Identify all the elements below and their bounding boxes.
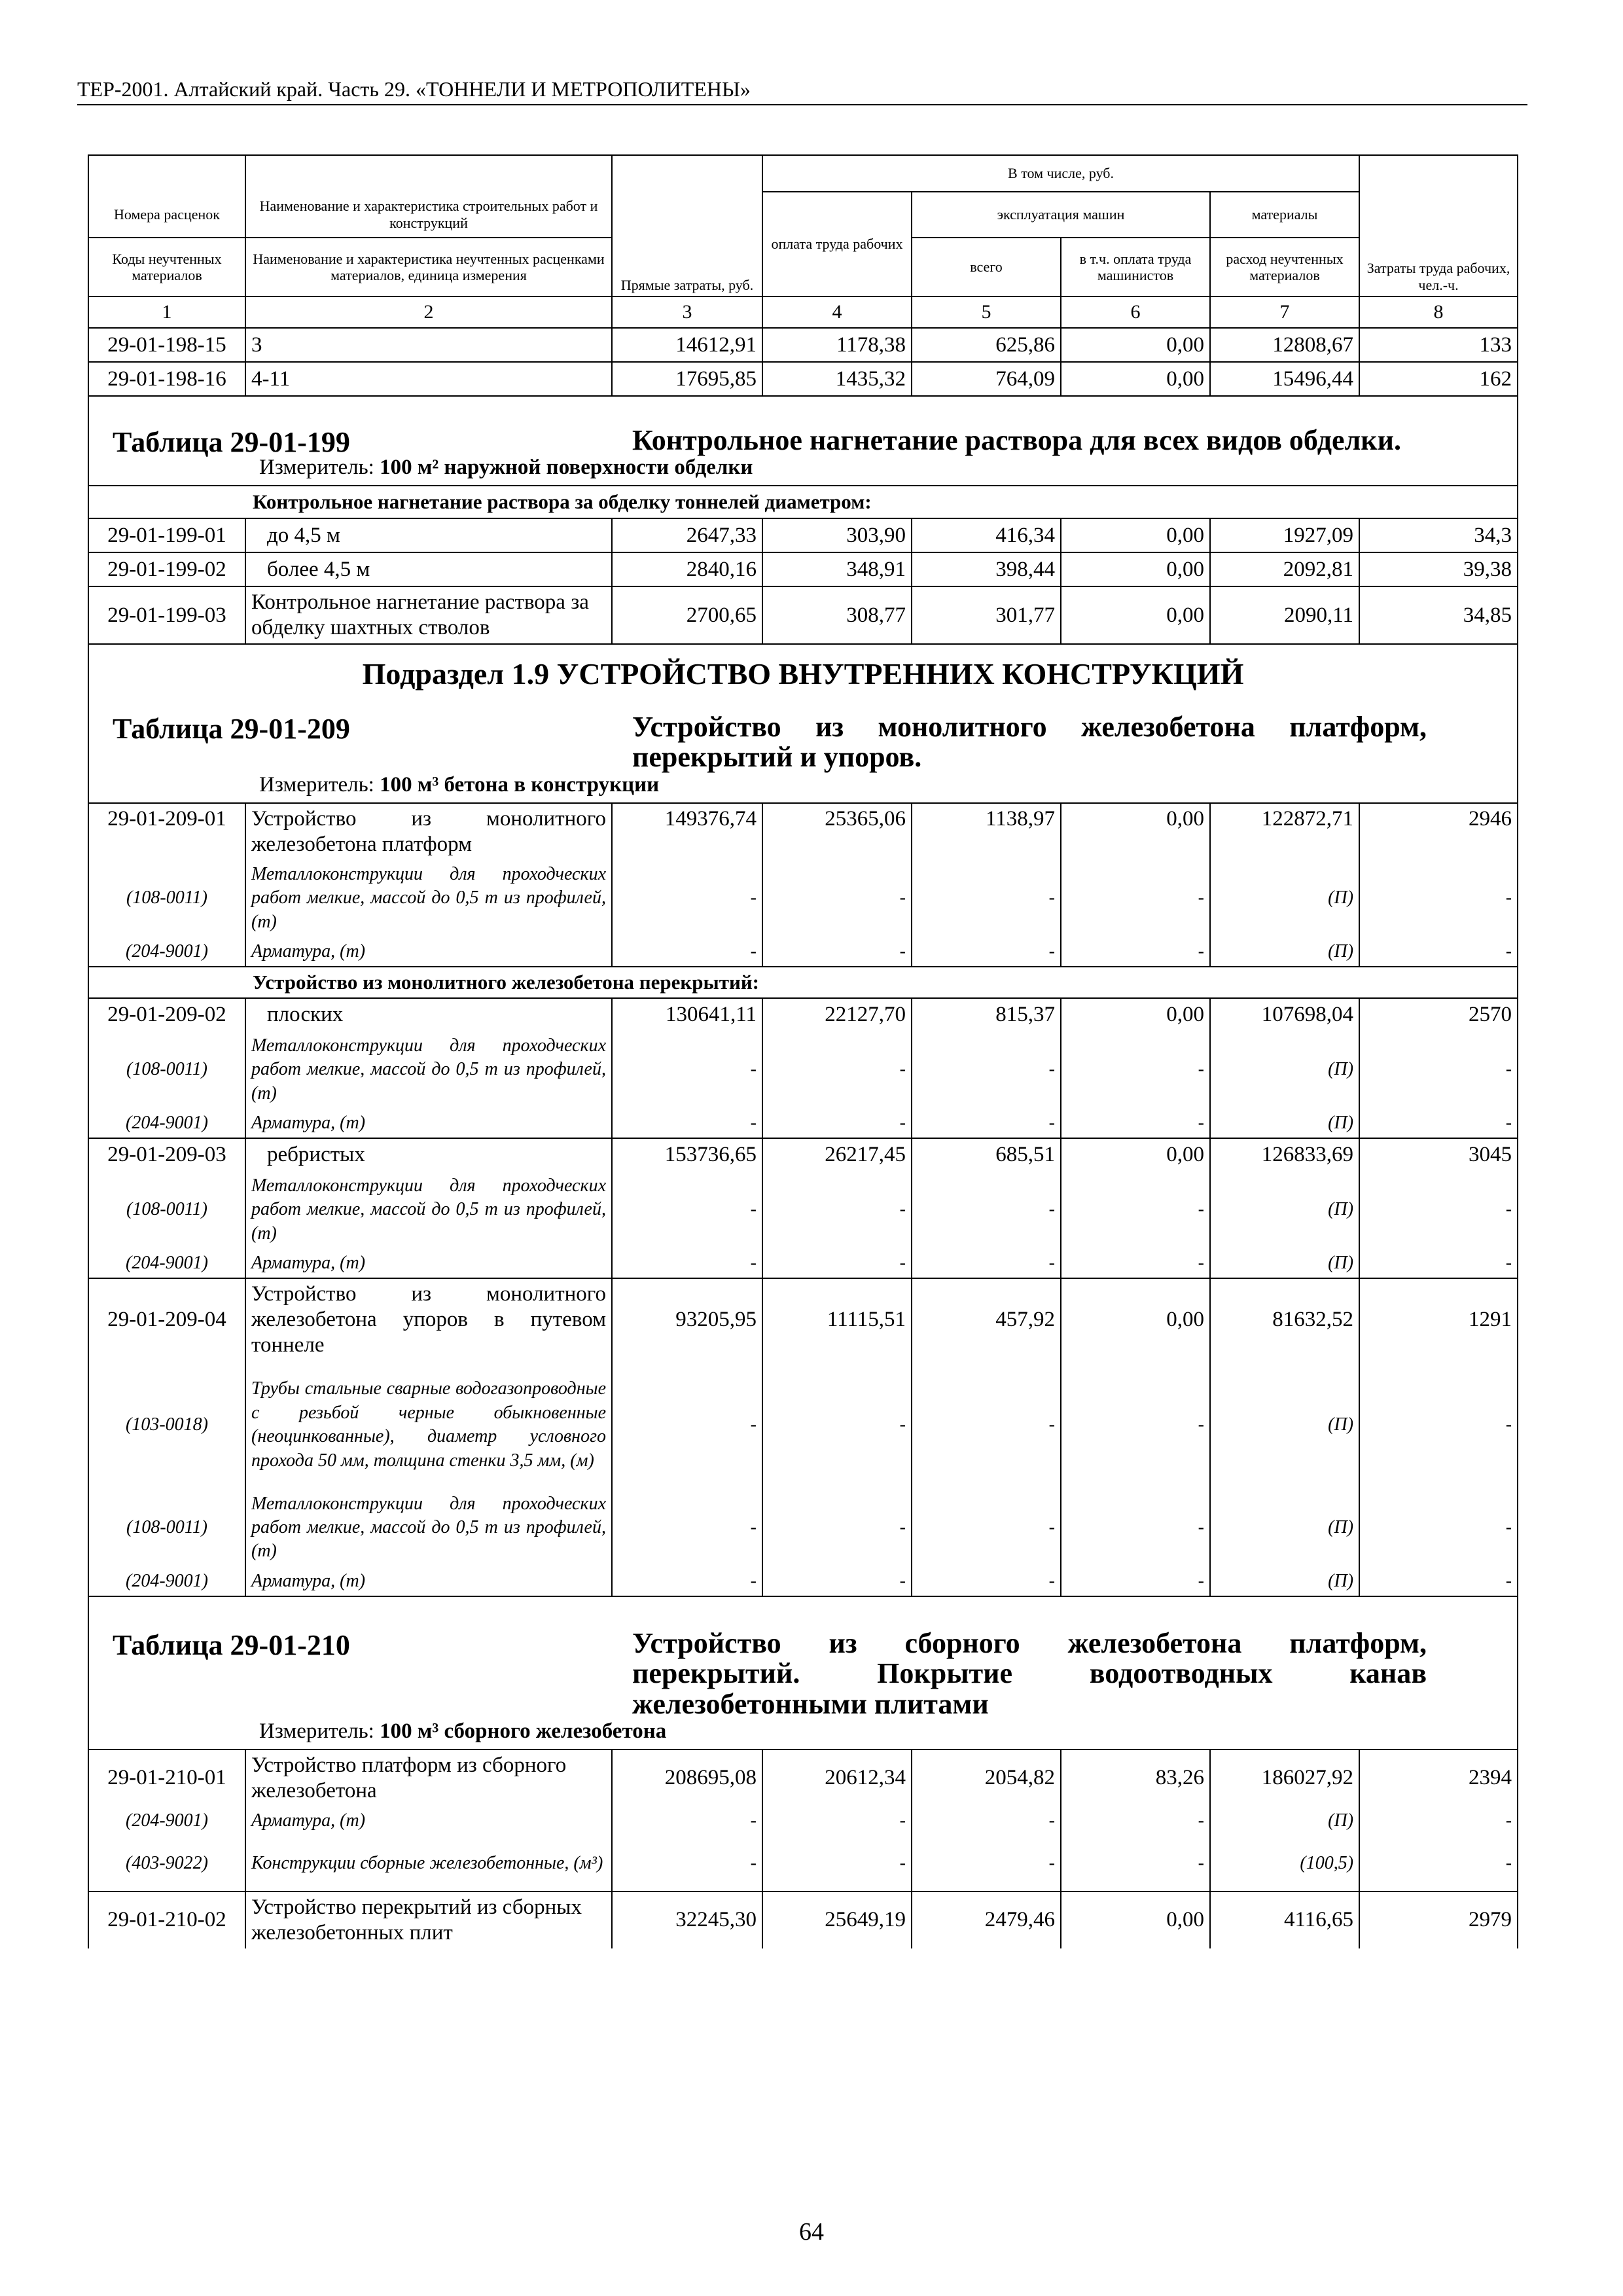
table-measure: Измеритель: 100 м² наружной поверхности обделки <box>259 456 753 480</box>
col-name-bottom: Наименование и характеристика неучтенных расценками материалов, единица измерения <box>245 238 612 296</box>
operator-cost: 0,00 <box>1061 998 1210 1031</box>
table-measure: Измеритель: 100 м³ сборного железобетона <box>259 1719 667 1743</box>
machine-cost: 457,92 <box>912 1278 1061 1361</box>
table-title-210 <box>88 1596 1518 1749</box>
operator-cost: 0,00 <box>1061 1138 1210 1171</box>
material-code: (403-9022) <box>88 1837 245 1892</box>
machine-cost: 416,34 <box>912 518 1061 552</box>
rate-code: 29-01-209-04 <box>88 1278 245 1361</box>
table-row <box>88 518 1518 552</box>
material-name: Металлоконструкции для проходческих работ мелкие, массой до 0,5 т из профилей, (т) <box>245 1171 612 1248</box>
table-measure: Измеритель: 100 м³ бетона в конструкции <box>259 772 660 797</box>
table-row <box>88 586 1518 644</box>
direct-cost: 14612,91 <box>612 328 762 362</box>
labor-hours: 3045 <box>1359 1138 1518 1171</box>
labor-cost: 11115,51 <box>762 1278 912 1361</box>
material-row: (204-9001) Арматура, (т) - - - - (П) - <box>88 1806 1518 1837</box>
material-cost: 122872,71 <box>1210 803 1359 860</box>
col-code-top-spacer <box>88 155 245 192</box>
material-cost: 1927,09 <box>1210 518 1359 552</box>
material-cost: 126833,69 <box>1210 1138 1359 1171</box>
rate-name: Устройство из монолитного железобетона платформ <box>245 803 612 860</box>
labor-hours: 1291 <box>1359 1278 1518 1361</box>
material-code: (108-0011) <box>88 1031 245 1108</box>
table-name: Таблица 29-01-209 <box>113 713 350 745</box>
material-row: (103-0018) Трубы стальные сварные водогазопроводные с резьбой черные обыкновенные (неоцинкованные), диаметр условного прохода 50 мм, толщина стенки 3,5 мм, (м) - - - - (П) - <box>88 1361 1518 1489</box>
col-num: 2 <box>245 296 612 328</box>
direct-cost: 208695,08 <box>612 1749 762 1806</box>
rate-code: 29-01-209-03 <box>88 1138 245 1171</box>
labor-cost: 1178,38 <box>762 328 912 362</box>
table-name: Таблица 29-01-199 <box>113 426 350 458</box>
rate-name: более 4,5 м <box>245 552 612 586</box>
material-row: (108-0011) Металлоконструкции для проходческих работ мелкие, массой до 0,5 т из профилей, (т) - - - - (П) - <box>88 1489 1518 1566</box>
material-code: (108-0011) <box>88 1171 245 1248</box>
col-code-bottom: Коды неучтенных материалов <box>88 238 245 296</box>
rate-name: до 4,5 м <box>245 518 612 552</box>
col-labor-cost: Затраты труда рабочих, чел.-ч. <box>1359 155 1518 296</box>
material-name: Металлоконструкции для проходческих работ мелкие, массой до 0,5 т из профилей, (т) <box>245 1489 612 1566</box>
subheader: Контрольное нагнетание раствора за обделку тоннелей диаметром: <box>88 486 1518 518</box>
labor-cost: 20612,34 <box>762 1749 912 1806</box>
material-usage: (П) <box>1210 1031 1359 1108</box>
material-code: (204-9001) <box>88 1806 245 1837</box>
rate-code: 29-01-198-15 <box>88 328 245 362</box>
col-operators: в т.ч. оплата труда машинистов <box>1061 238 1210 296</box>
rates-table <box>88 154 1518 1948</box>
labor-hours: 39,38 <box>1359 552 1518 586</box>
direct-cost: 93205,95 <box>612 1278 762 1361</box>
direct-cost: 2700,65 <box>612 586 762 644</box>
labor-cost: 25365,06 <box>762 803 912 860</box>
col-num: 4 <box>762 296 912 328</box>
material-row: (403-9022) Конструкции сборные железобетонные, (м³) - - - - (100,5) - <box>88 1837 1518 1892</box>
material-code: (108-0011) <box>88 1489 245 1566</box>
rate-name: 4-11 <box>245 362 612 396</box>
material-code: (108-0011) <box>88 859 245 937</box>
material-row: (108-0011) Металлоконструкции для проходческих работ мелкие, массой до 0,5 т из профилей, (т) - - - - (П) - <box>88 1171 1518 1248</box>
rate-code: 29-01-210-02 <box>88 1892 245 1948</box>
rate-code: 29-01-209-01 <box>88 803 245 860</box>
material-name: Металлоконструкции для проходческих работ мелкие, массой до 0,5 т из профилей, (т) <box>245 859 612 937</box>
machine-cost: 815,37 <box>912 998 1061 1031</box>
labor-hours: 2979 <box>1359 1892 1518 1948</box>
rate-name: Контрольное нагнетание раствора за обделку шахтных стволов <box>245 586 612 644</box>
table-title-209 <box>88 644 1518 802</box>
section-title: Подраздел 1.9 УСТРОЙСТВО ВНУТРЕННИХ КОНСТРУКЦИЙ <box>362 657 1244 691</box>
machine-cost: 301,77 <box>912 586 1061 644</box>
material-name: Конструкции сборные железобетонные, (м³) <box>245 1837 612 1892</box>
operator-cost: 0,00 <box>1061 552 1210 586</box>
operator-cost: 0,00 <box>1061 362 1210 396</box>
machine-cost: 764,09 <box>912 362 1061 396</box>
rate-name: плоских <box>245 998 612 1031</box>
col-labor: оплата труда рабочих <box>762 192 912 296</box>
subheader-row <box>88 486 1518 518</box>
material-row: (108-0011) Металлоконструкции для проходческих работ мелкие, массой до 0,5 т из профилей, (т) - - - - (П) - <box>88 1031 1518 1108</box>
labor-hours: 34,85 <box>1359 586 1518 644</box>
rate-code: 29-01-210-01 <box>88 1749 245 1806</box>
direct-cost: 149376,74 <box>612 803 762 860</box>
material-code: (204-9001) <box>88 1108 245 1138</box>
material-cost: 2092,81 <box>1210 552 1359 586</box>
labor-hours: 2394 <box>1359 1749 1518 1806</box>
col-name-top: Наименование и характеристика строительных работ и конструкций <box>245 192 612 238</box>
labor-cost: 1435,32 <box>762 362 912 396</box>
rate-code: 29-01-199-03 <box>88 586 245 644</box>
subheader: Устройство из монолитного железобетона перекрытий: <box>88 967 1518 998</box>
rate-code: 29-01-209-02 <box>88 998 245 1031</box>
labor-cost: 308,77 <box>762 586 912 644</box>
table-row <box>88 1278 1518 1361</box>
material-cost: 81632,52 <box>1210 1278 1359 1361</box>
labor-hours: 2946 <box>1359 803 1518 860</box>
material-usage: (П) <box>1210 1108 1359 1138</box>
material-cost: 12808,67 <box>1210 328 1359 362</box>
material-usage: (П) <box>1210 1489 1359 1566</box>
table-description: Устройство из сборного железобетона платформ, перекрытий. Покрытие водоотводных канав железобетонными плитами <box>632 1627 1427 1720</box>
labor-hours: 133 <box>1359 328 1518 362</box>
col-num: 3 <box>612 296 762 328</box>
table-name: Таблица 29-01-210 <box>113 1629 350 1662</box>
material-usage: (П) <box>1210 859 1359 937</box>
material-name: Арматура, (т) <box>245 1806 612 1837</box>
direct-cost: 2840,16 <box>612 552 762 586</box>
material-cost: 15496,44 <box>1210 362 1359 396</box>
direct-cost: 17695,85 <box>612 362 762 396</box>
operator-cost: 0,00 <box>1061 518 1210 552</box>
material-name: Трубы стальные сварные водогазопроводные с резьбой черные обыкновенные (неоцинкованные), диаметр условного прохода 50 мм, толщина стенки 3,5 мм, (м) <box>245 1361 612 1489</box>
col-num: 7 <box>1210 296 1359 328</box>
table-description: Контрольное нагнетание раствора для всех видов обделки. <box>632 424 1401 456</box>
col-num: 8 <box>1359 296 1518 328</box>
material-row: (204-9001) Арматура, (т) - - - - (П) - <box>88 1108 1518 1138</box>
col-num: 6 <box>1061 296 1210 328</box>
table-title-199 <box>88 396 1518 486</box>
rate-name: Устройство платформ из сборного железобетона <box>245 1749 612 1806</box>
machine-cost: 398,44 <box>912 552 1061 586</box>
rate-name: Устройство перекрытий из сборных железобетонных плит <box>245 1892 612 1948</box>
table-row <box>88 1892 1518 1948</box>
rate-code: 29-01-199-02 <box>88 552 245 586</box>
material-name: Арматура, (т) <box>245 1108 612 1138</box>
machine-cost: 1138,97 <box>912 803 1061 860</box>
col-including: В том числе, руб. <box>762 155 1359 192</box>
direct-cost: 32245,30 <box>612 1892 762 1948</box>
material-cost: 107698,04 <box>1210 998 1359 1031</box>
direct-cost: 153736,65 <box>612 1138 762 1171</box>
material-usage: (П) <box>1210 1566 1359 1596</box>
material-code: (103-0018) <box>88 1361 245 1489</box>
table-row <box>88 803 1518 860</box>
subheader-row <box>88 967 1518 998</box>
col-code-top: Номера расценок <box>88 192 245 238</box>
material-name: Арматура, (т) <box>245 937 612 967</box>
labor-cost: 25649,19 <box>762 1892 912 1948</box>
labor-cost: 303,90 <box>762 518 912 552</box>
rate-code: 29-01-199-01 <box>88 518 245 552</box>
operator-cost: 0,00 <box>1061 803 1210 860</box>
material-usage: (П) <box>1210 1171 1359 1248</box>
machine-cost: 2479,46 <box>912 1892 1061 1948</box>
machine-cost: 625,86 <box>912 328 1061 362</box>
labor-hours: 2570 <box>1359 998 1518 1031</box>
material-name: Арматура, (т) <box>245 1248 612 1278</box>
labor-hours: 34,3 <box>1359 518 1518 552</box>
operator-cost: 83,26 <box>1061 1749 1210 1806</box>
labor-cost: 26217,45 <box>762 1138 912 1171</box>
operator-cost: 0,00 <box>1061 1892 1210 1948</box>
material-code: (204-9001) <box>88 1566 245 1596</box>
page-header: ТЕР-2001. Алтайский край. Часть 29. «ТОННЕЛИ И МЕТРОПОЛИТЕНЫ» <box>77 77 1527 105</box>
direct-cost: 2647,33 <box>612 518 762 552</box>
table-description: Устройство из монолитного железобетона платформ, перекрытий и упоров. <box>632 711 1427 774</box>
labor-cost: 348,91 <box>762 552 912 586</box>
material-usage: (100,5) <box>1210 1837 1359 1892</box>
table-row <box>88 552 1518 586</box>
material-row: (204-9001) Арматура, (т) - - - - (П) - <box>88 1248 1518 1278</box>
col-materials: материалы <box>1210 192 1359 238</box>
machine-cost: 2054,82 <box>912 1749 1061 1806</box>
page-number: 64 <box>799 2218 824 2246</box>
labor-cost: 22127,70 <box>762 998 912 1031</box>
table-row <box>88 328 1518 362</box>
table-row <box>88 1749 1518 1806</box>
col-machines: эксплуатация машин <box>912 192 1210 238</box>
col-mat-usage: расход неучтенных материалов <box>1210 238 1359 296</box>
operator-cost: 0,00 <box>1061 1278 1210 1361</box>
direct-cost: 130641,11 <box>612 998 762 1031</box>
material-row: (108-0011) Металлоконструкции для проходческих работ мелкие, массой до 0,5 т из профилей, (т) - - - - (П) - <box>88 859 1518 937</box>
rate-code: 29-01-198-16 <box>88 362 245 396</box>
table-row <box>88 998 1518 1031</box>
material-name: Арматура, (т) <box>245 1566 612 1596</box>
material-cost: 186027,92 <box>1210 1749 1359 1806</box>
material-usage: (П) <box>1210 1248 1359 1278</box>
material-name: Металлоконструкции для проходческих работ мелкие, массой до 0,5 т из профилей, (т) <box>245 1031 612 1108</box>
material-cost: 2090,11 <box>1210 586 1359 644</box>
table-row <box>88 1138 1518 1171</box>
table-row <box>88 362 1518 396</box>
machine-cost: 685,51 <box>912 1138 1061 1171</box>
col-direct: Прямые затраты, руб. <box>612 155 762 296</box>
col-num: 5 <box>912 296 1061 328</box>
col-num: 1 <box>88 296 245 328</box>
material-row: (204-9001) Арматура, (т) - - - - (П) - <box>88 937 1518 967</box>
operator-cost: 0,00 <box>1061 586 1210 644</box>
material-code: (204-9001) <box>88 1248 245 1278</box>
material-usage: (П) <box>1210 1806 1359 1837</box>
col-total: всего <box>912 238 1061 296</box>
material-cost: 4116,65 <box>1210 1892 1359 1948</box>
rate-name: ребристых <box>245 1138 612 1171</box>
material-code: (204-9001) <box>88 937 245 967</box>
rate-name: 3 <box>245 328 612 362</box>
rate-name: Устройство из монолитного железобетона упоров в путевом тоннеле <box>245 1278 612 1361</box>
material-usage: (П) <box>1210 1361 1359 1489</box>
material-row: (204-9001) Арматура, (т) - - - - (П) - <box>88 1566 1518 1596</box>
operator-cost: 0,00 <box>1061 328 1210 362</box>
labor-hours: 162 <box>1359 362 1518 396</box>
material-usage: (П) <box>1210 937 1359 967</box>
